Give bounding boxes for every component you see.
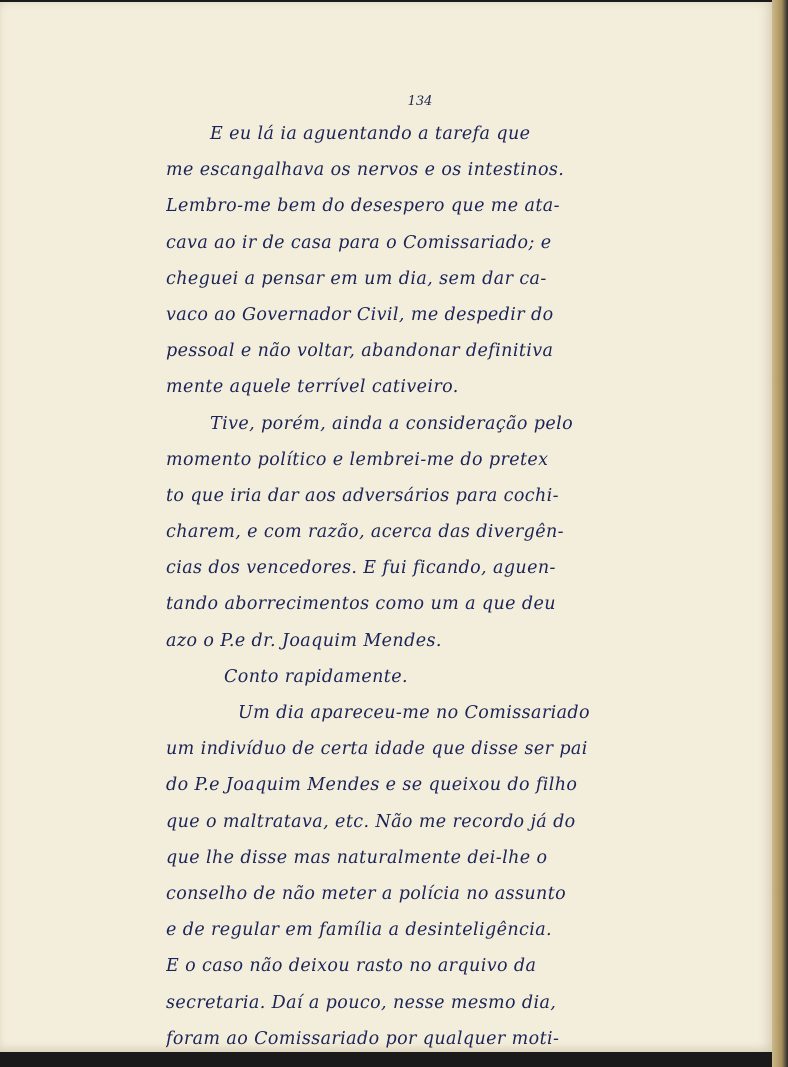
text-line: E eu lá ia aguentando a tarefa que bbox=[210, 124, 531, 144]
text-line: to que iria dar aos adversários para cochi- bbox=[166, 485, 559, 506]
text-line: Lembro-me bem do desespero que me ata- bbox=[166, 196, 560, 217]
text-line: vaco ao Governador Civil, me despedir do bbox=[166, 304, 554, 325]
text-line: momento político e lembrei-me do pretex bbox=[166, 449, 549, 470]
page-edge bbox=[772, 0, 788, 1067]
text-line: charem, e com razão, acerca das divergên- bbox=[166, 522, 564, 543]
text-line: secretaria. Daí a pouco, nesse mesmo dia, bbox=[166, 992, 557, 1013]
text-line: mente aquele terrível cativeiro. bbox=[166, 377, 459, 398]
text-line: que lhe disse mas naturalmente dei-lhe o bbox=[166, 847, 548, 868]
text-line: foram ao Comissariado por qualquer moti- bbox=[166, 1028, 560, 1049]
text-line: que o maltratava, etc. Não me recordo já do bbox=[166, 811, 576, 832]
text-line: Um dia apareceu-me no Comissariado bbox=[238, 703, 590, 723]
handwritten-text-block bbox=[166, 116, 672, 1052]
text-line: E o caso não deixou rasto no arquivo da bbox=[166, 956, 537, 977]
text-line: do P.e Joaquim Mendes e se queixou do filho bbox=[166, 775, 578, 796]
manuscript-page bbox=[0, 2, 772, 1052]
text-line: azo o P.e dr. Joaquim Mendes. bbox=[166, 630, 442, 651]
text-line: um indivíduo de certa idade que disse ser pai bbox=[166, 739, 588, 760]
text-line: e de regular em família a desinteligência. bbox=[166, 920, 553, 941]
text-line: tando aborrecimentos como um a que deu bbox=[166, 594, 556, 615]
text-line: pessoal e não voltar, abandonar definitiva bbox=[166, 341, 554, 362]
text-line: Conto rapidamente. bbox=[224, 666, 408, 687]
text-line: Tive, porém, ainda a consideração pelo bbox=[210, 413, 574, 434]
text-line: cava ao ir de casa para o Comissariado; e bbox=[166, 232, 552, 253]
page-number: 134 bbox=[407, 94, 433, 109]
text-line: conselho de não meter a polícia no assunto bbox=[166, 883, 567, 904]
text-line: me escangalhava os nervos e os intestinos. bbox=[166, 160, 565, 181]
text-line: cheguei a pensar em um dia, sem dar ca- bbox=[166, 268, 547, 289]
text-line: cias dos vencedores. E fui ficando, aguen- bbox=[166, 558, 556, 579]
